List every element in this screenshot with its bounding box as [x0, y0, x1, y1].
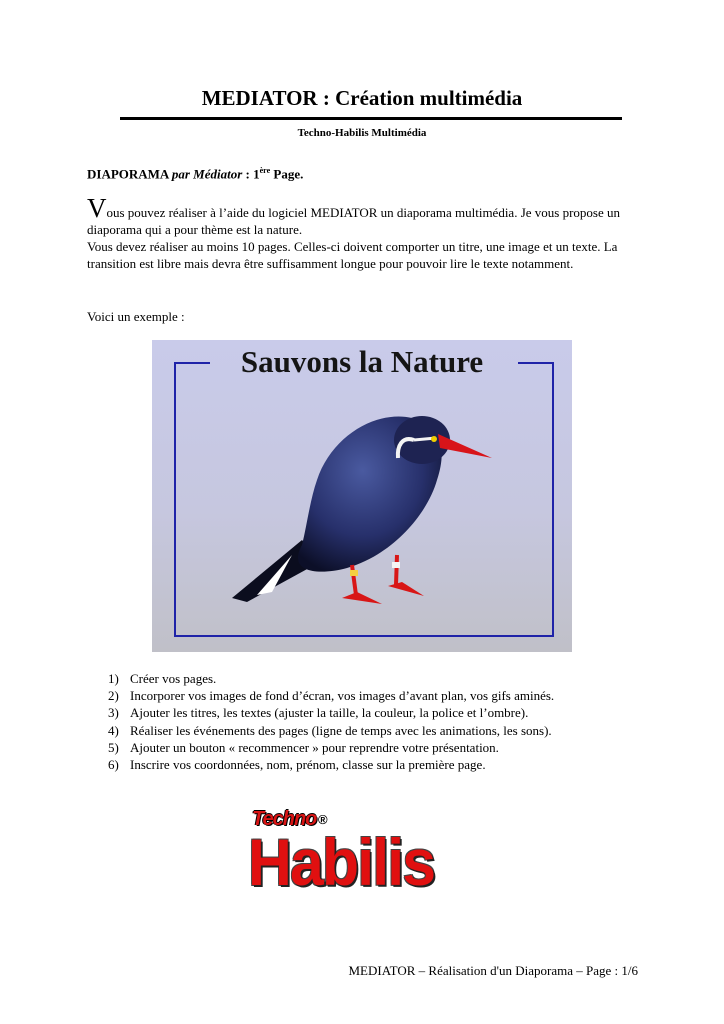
step-number: 1): [108, 671, 119, 686]
step-number: 2): [108, 688, 119, 704]
step-text: Créer vos pages.: [130, 671, 217, 686]
logo-techno-text: Techno: [252, 808, 317, 830]
logo-registered-mark: ®: [318, 812, 328, 827]
example-slide-image: [152, 340, 572, 652]
list-item: [108, 756, 668, 773]
intro-paragraph-1-text: ous pouvez réaliser à l’aide du logiciel MEDIATOR un diaporama multimédia. Je vous propose un diaporama qui a pour thème est la nature.: [87, 205, 620, 237]
step-text: Ajouter un bouton « recommencer » pour reprendre votre présentation.: [130, 739, 499, 755]
list-item: [108, 722, 668, 739]
intro-text: [87, 193, 647, 272]
step-text: Incorporer vos images de fond d’écran, vos images d’avant plan, vos gifs aminés.: [130, 688, 555, 704]
list-item: [108, 739, 668, 756]
heading-superscript: ère: [259, 166, 271, 175]
step-number: 3): [108, 705, 119, 721]
list-item: [108, 670, 668, 687]
list-item: [108, 704, 668, 721]
list-item: [108, 687, 668, 704]
step-text: Inscrire vos coordonnées, nom, prénom, classe sur la première page.: [130, 757, 486, 773]
title-rule: [120, 117, 622, 120]
document-subtitle: Techno-Habilis Multimédia: [297, 127, 427, 139]
logo-habilis-text: Habilis: [248, 825, 435, 899]
heading-end: Page.: [270, 166, 304, 182]
step-number: 6): [108, 757, 119, 773]
heading-bold: DIAPORAMA: [87, 166, 169, 182]
section-heading: [87, 166, 303, 182]
heading-italic: par Médiator: [171, 166, 243, 182]
example-label: Voici un exemple :: [87, 309, 185, 324]
heading-middle: : 1: [242, 166, 260, 182]
techno-habilis-logo: [248, 808, 498, 908]
step-number: 4): [108, 722, 119, 738]
document-title: MEDIATOR : Création multimédia: [201, 86, 523, 110]
intro-paragraph-2: Vous devez réaliser au moins 10 pages. Celles-ci doivent comporter un titre, une image et un texte. La transition est libre mais devra être suffisamment longue pour pouvoir lire le texte notamment.: [87, 239, 618, 271]
drop-cap: V: [87, 193, 107, 223]
intro-paragraph-1: [87, 193, 647, 238]
step-text: Ajouter les titres, les textes (ajuster la taille, la couleur, la police et l’ombre).: [130, 705, 529, 721]
inca-tern-bird-illustration: [152, 340, 572, 652]
slide-title: Sauvons la Nature: [240, 344, 484, 379]
page-footer: MEDIATOR – Réalisation d'un Diaporama – Page : 1/6: [348, 963, 638, 978]
steps-list: [108, 670, 668, 773]
step-text: Réaliser les événements des pages (ligne de temps avec les animations, les sons).: [130, 722, 552, 738]
step-number: 5): [108, 739, 119, 755]
